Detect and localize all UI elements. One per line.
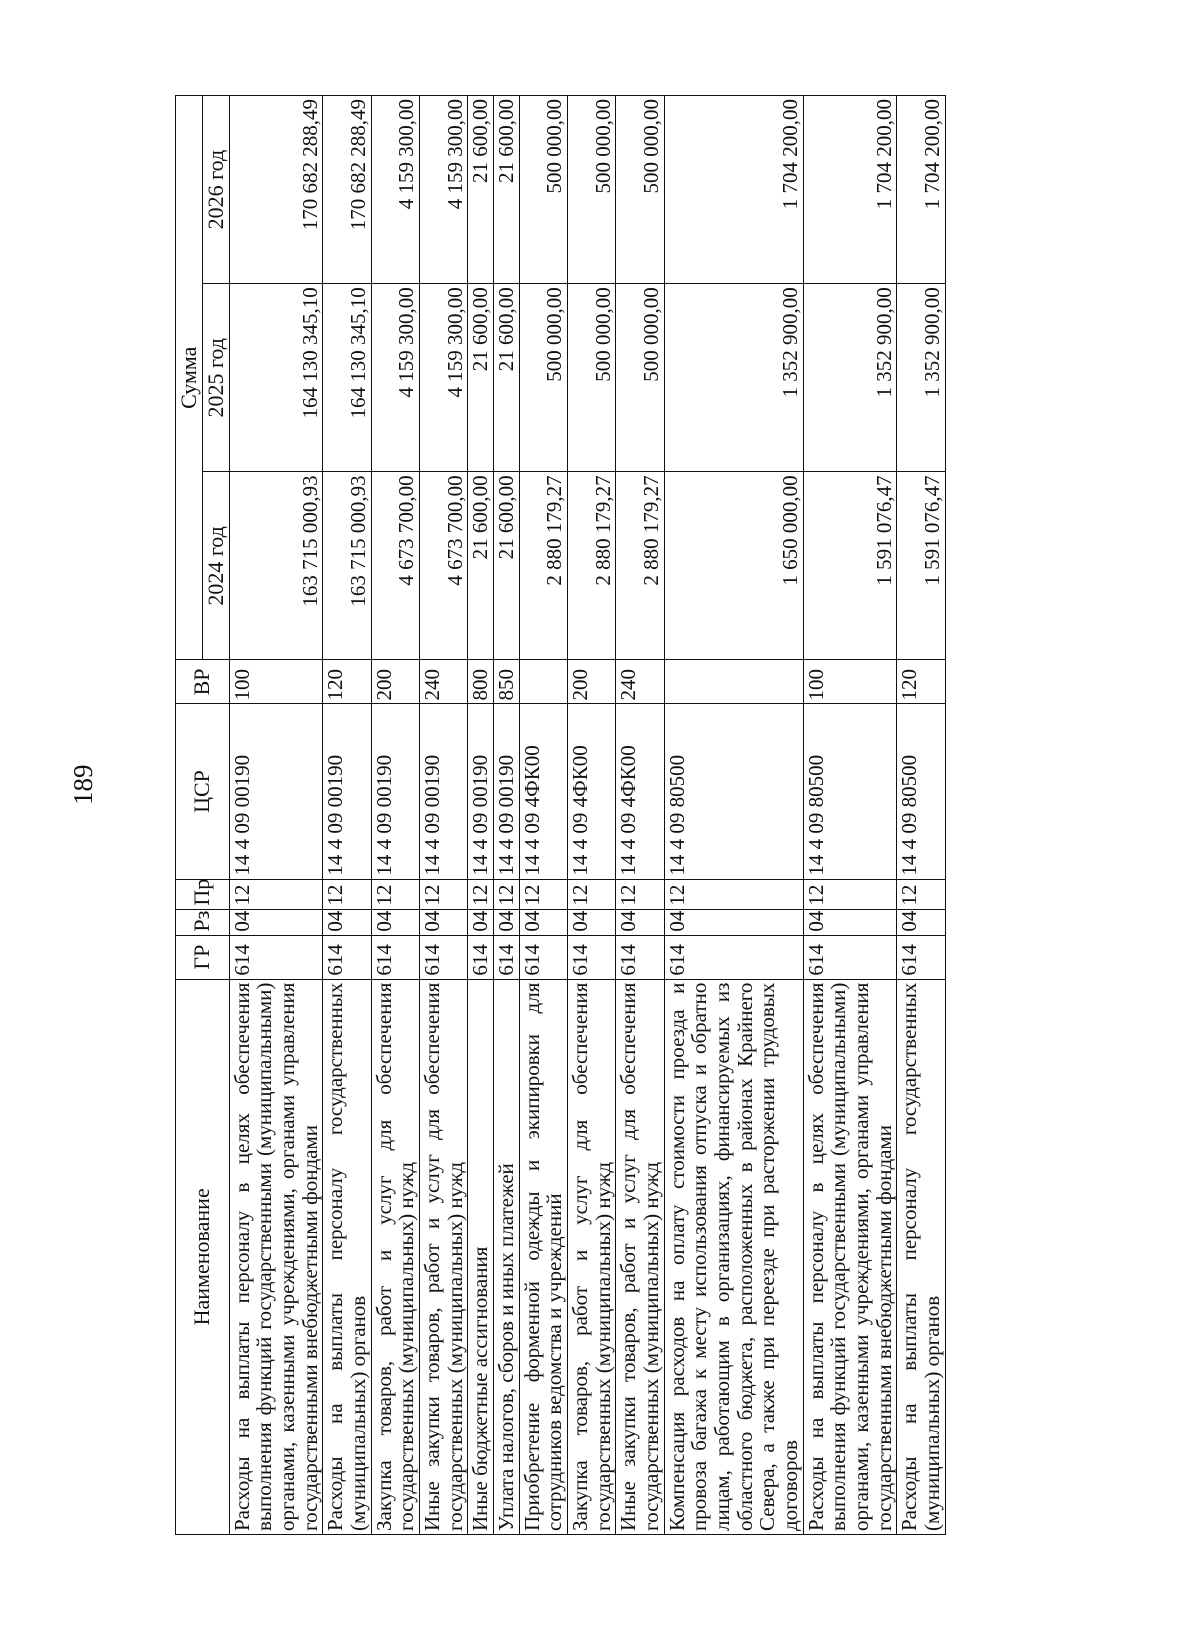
table-row (803, 96, 897, 1535)
header-rz: Рз (176, 909, 230, 935)
table-row (493, 96, 519, 1535)
row-rz: 04 (567, 909, 615, 935)
row-pr: 12 (567, 879, 615, 909)
row-vr: 100 (803, 660, 897, 704)
row-vr: 240 (419, 660, 467, 704)
row-rz: 04 (493, 909, 519, 935)
table-row (468, 96, 494, 1535)
row-name: Расходы на выплаты персоналу в целях обеспечения выполнения функций государственными (муниципальными) органами, казенными учреждениями, органами управления государственными внебюджетными фондами (229, 979, 323, 1534)
row-2025: 1 352 900,00 (897, 284, 945, 472)
row-pr: 12 (493, 879, 519, 909)
row-csr: 14 4 09 00190 (493, 704, 519, 879)
row-vr: 100 (229, 660, 323, 704)
row-name: Приобретение форменной одежды и экипировки для сотрудников ведомства и учреждений (519, 979, 567, 1534)
row-2024: 1 591 076,47 (897, 472, 945, 660)
row-csr: 14 4 09 80500 (664, 704, 803, 879)
row-pr: 12 (519, 879, 567, 909)
budget-table (175, 95, 946, 1535)
row-name: Уплата налогов, сборов и иных платежей (493, 979, 519, 1534)
row-rz: 04 (519, 909, 567, 935)
row-2025: 164 130 345,10 (229, 284, 323, 472)
row-gr: 614 (664, 935, 803, 979)
table-row (371, 96, 419, 1535)
row-2025: 21 600,00 (468, 284, 494, 472)
row-2024: 1 591 076,47 (803, 472, 897, 660)
row-gr: 614 (229, 935, 323, 979)
row-name: Иные закупки товаров, работ и услуг для обеспечения государственных (муниципальных) нужд (616, 979, 664, 1534)
row-csr: 14 4 09 4ФК00 (616, 704, 664, 879)
row-vr (519, 660, 567, 704)
row-rz: 04 (803, 909, 897, 935)
row-csr: 14 4 09 00190 (371, 704, 419, 879)
row-2026: 1 704 200,00 (803, 96, 897, 284)
row-2026: 500 000,00 (616, 96, 664, 284)
row-pr: 12 (664, 879, 803, 909)
row-gr: 614 (519, 935, 567, 979)
row-pr: 12 (323, 879, 371, 909)
row-csr: 14 4 09 4ФК00 (567, 704, 615, 879)
row-name: Компенсация расходов на оплату стоимости проезда и провоза багажа к месту использования отпуска и обратно лицам, работающим в организациях, финансируемых из областного бюджета, расположенных в районах Крайнего Севера, а также при переезде при расторжении трудовых договоров (664, 979, 803, 1534)
header-2026: 2026 год (202, 96, 229, 284)
header-2024: 2024 год (202, 472, 229, 660)
row-2024: 1 650 000,00 (664, 472, 803, 660)
row-pr: 12 (897, 879, 945, 909)
row-2026: 4 159 300,00 (371, 96, 419, 284)
row-pr: 12 (468, 879, 494, 909)
row-2025: 4 159 300,00 (419, 284, 467, 472)
row-2026: 500 000,00 (567, 96, 615, 284)
row-2026: 21 600,00 (468, 96, 494, 284)
row-vr: 200 (567, 660, 615, 704)
row-gr: 614 (616, 935, 664, 979)
row-vr: 240 (616, 660, 664, 704)
row-name: Иные закупки товаров, работ и услуг для обеспечения государственных (муниципальных) нужд (419, 979, 467, 1534)
row-name: Расходы на выплаты персоналу государственных (муниципальных) органов (323, 979, 371, 1534)
row-gr: 614 (371, 935, 419, 979)
row-csr: 14 4 09 00190 (468, 704, 494, 879)
row-2025: 21 600,00 (493, 284, 519, 472)
row-gr: 614 (567, 935, 615, 979)
row-rz: 04 (323, 909, 371, 935)
table-row (419, 96, 467, 1535)
row-rz: 04 (897, 909, 945, 935)
row-2026: 1 704 200,00 (897, 96, 945, 284)
row-gr: 614 (803, 935, 897, 979)
header-csr: ЦСР (176, 704, 230, 879)
row-gr: 614 (897, 935, 945, 979)
row-vr: 120 (323, 660, 371, 704)
row-2026: 500 000,00 (519, 96, 567, 284)
row-pr: 12 (419, 879, 467, 909)
row-2024: 4 673 700,00 (419, 472, 467, 660)
header-sum: Сумма (176, 96, 203, 660)
table-row (567, 96, 615, 1535)
row-rz: 04 (468, 909, 494, 935)
row-2024: 163 715 000,93 (323, 472, 371, 660)
row-pr: 12 (371, 879, 419, 909)
row-2025: 1 352 900,00 (664, 284, 803, 472)
row-2025: 500 000,00 (519, 284, 567, 472)
row-name: Расходы на выплаты персоналу государственных (муниципальных) органов (897, 979, 945, 1534)
row-2026: 21 600,00 (493, 96, 519, 284)
row-vr: 850 (493, 660, 519, 704)
row-2024: 4 673 700,00 (371, 472, 419, 660)
row-name: Расходы на выплаты персоналу в целях обеспечения выполнения функций государственными (муниципальными) органами, казенными учреждениями, органами управления государственными внебюджетными фондами (803, 979, 897, 1534)
row-csr: 14 4 09 00190 (229, 704, 323, 879)
row-2024: 21 600,00 (468, 472, 494, 660)
row-csr: 14 4 09 4ФК00 (519, 704, 567, 879)
row-2025: 1 352 900,00 (803, 284, 897, 472)
row-name: Закупка товаров, работ и услуг для обеспечения государственных (муниципальных) нужд (567, 979, 615, 1534)
table-row (519, 96, 567, 1535)
row-vr: 800 (468, 660, 494, 704)
row-2024: 163 715 000,93 (229, 472, 323, 660)
row-gr: 614 (419, 935, 467, 979)
row-2024: 2 880 179,27 (567, 472, 615, 660)
row-2026: 4 159 300,00 (419, 96, 467, 284)
header-pr: Пр (176, 879, 230, 909)
row-2025: 500 000,00 (567, 284, 615, 472)
table-row (897, 96, 945, 1535)
row-pr: 12 (229, 879, 323, 909)
row-name: Иные бюджетные ассигнования (468, 979, 494, 1534)
table-row (664, 96, 803, 1535)
row-2026: 170 682 288,49 (323, 96, 371, 284)
row-rz: 04 (664, 909, 803, 935)
rotated-table-container (175, 95, 1105, 1535)
row-rz: 04 (229, 909, 323, 935)
row-csr: 14 4 09 00190 (323, 704, 371, 879)
row-csr: 14 4 09 00190 (419, 704, 467, 879)
row-vr: 120 (897, 660, 945, 704)
table-row (616, 96, 664, 1535)
row-csr: 14 4 09 80500 (803, 704, 897, 879)
page-number: 189 (68, 764, 98, 805)
row-vr (664, 660, 803, 704)
row-2026: 170 682 288,49 (229, 96, 323, 284)
row-2024: 2 880 179,27 (519, 472, 567, 660)
header-2025: 2025 год (202, 284, 229, 472)
row-vr: 200 (371, 660, 419, 704)
row-2025: 164 130 345,10 (323, 284, 371, 472)
row-pr: 12 (803, 879, 897, 909)
row-name: Закупка товаров, работ и услуг для обеспечения государственных (муниципальных) нужд (371, 979, 419, 1534)
header-name: Наименование (176, 979, 230, 1534)
row-2025: 4 159 300,00 (371, 284, 419, 472)
row-gr: 614 (323, 935, 371, 979)
row-rz: 04 (419, 909, 467, 935)
row-2024: 21 600,00 (493, 472, 519, 660)
table-body (229, 96, 945, 1535)
row-2026: 1 704 200,00 (664, 96, 803, 284)
row-csr: 14 4 09 80500 (897, 704, 945, 879)
row-2025: 500 000,00 (616, 284, 664, 472)
row-gr: 614 (493, 935, 519, 979)
row-gr: 614 (468, 935, 494, 979)
row-rz: 04 (616, 909, 664, 935)
row-2024: 2 880 179,27 (616, 472, 664, 660)
header-gr: ГР (176, 935, 230, 979)
header-vr: ВР (176, 660, 230, 704)
table-row (323, 96, 371, 1535)
table-header (176, 96, 230, 1535)
row-rz: 04 (371, 909, 419, 935)
table-row (229, 96, 323, 1535)
row-pr: 12 (616, 879, 664, 909)
